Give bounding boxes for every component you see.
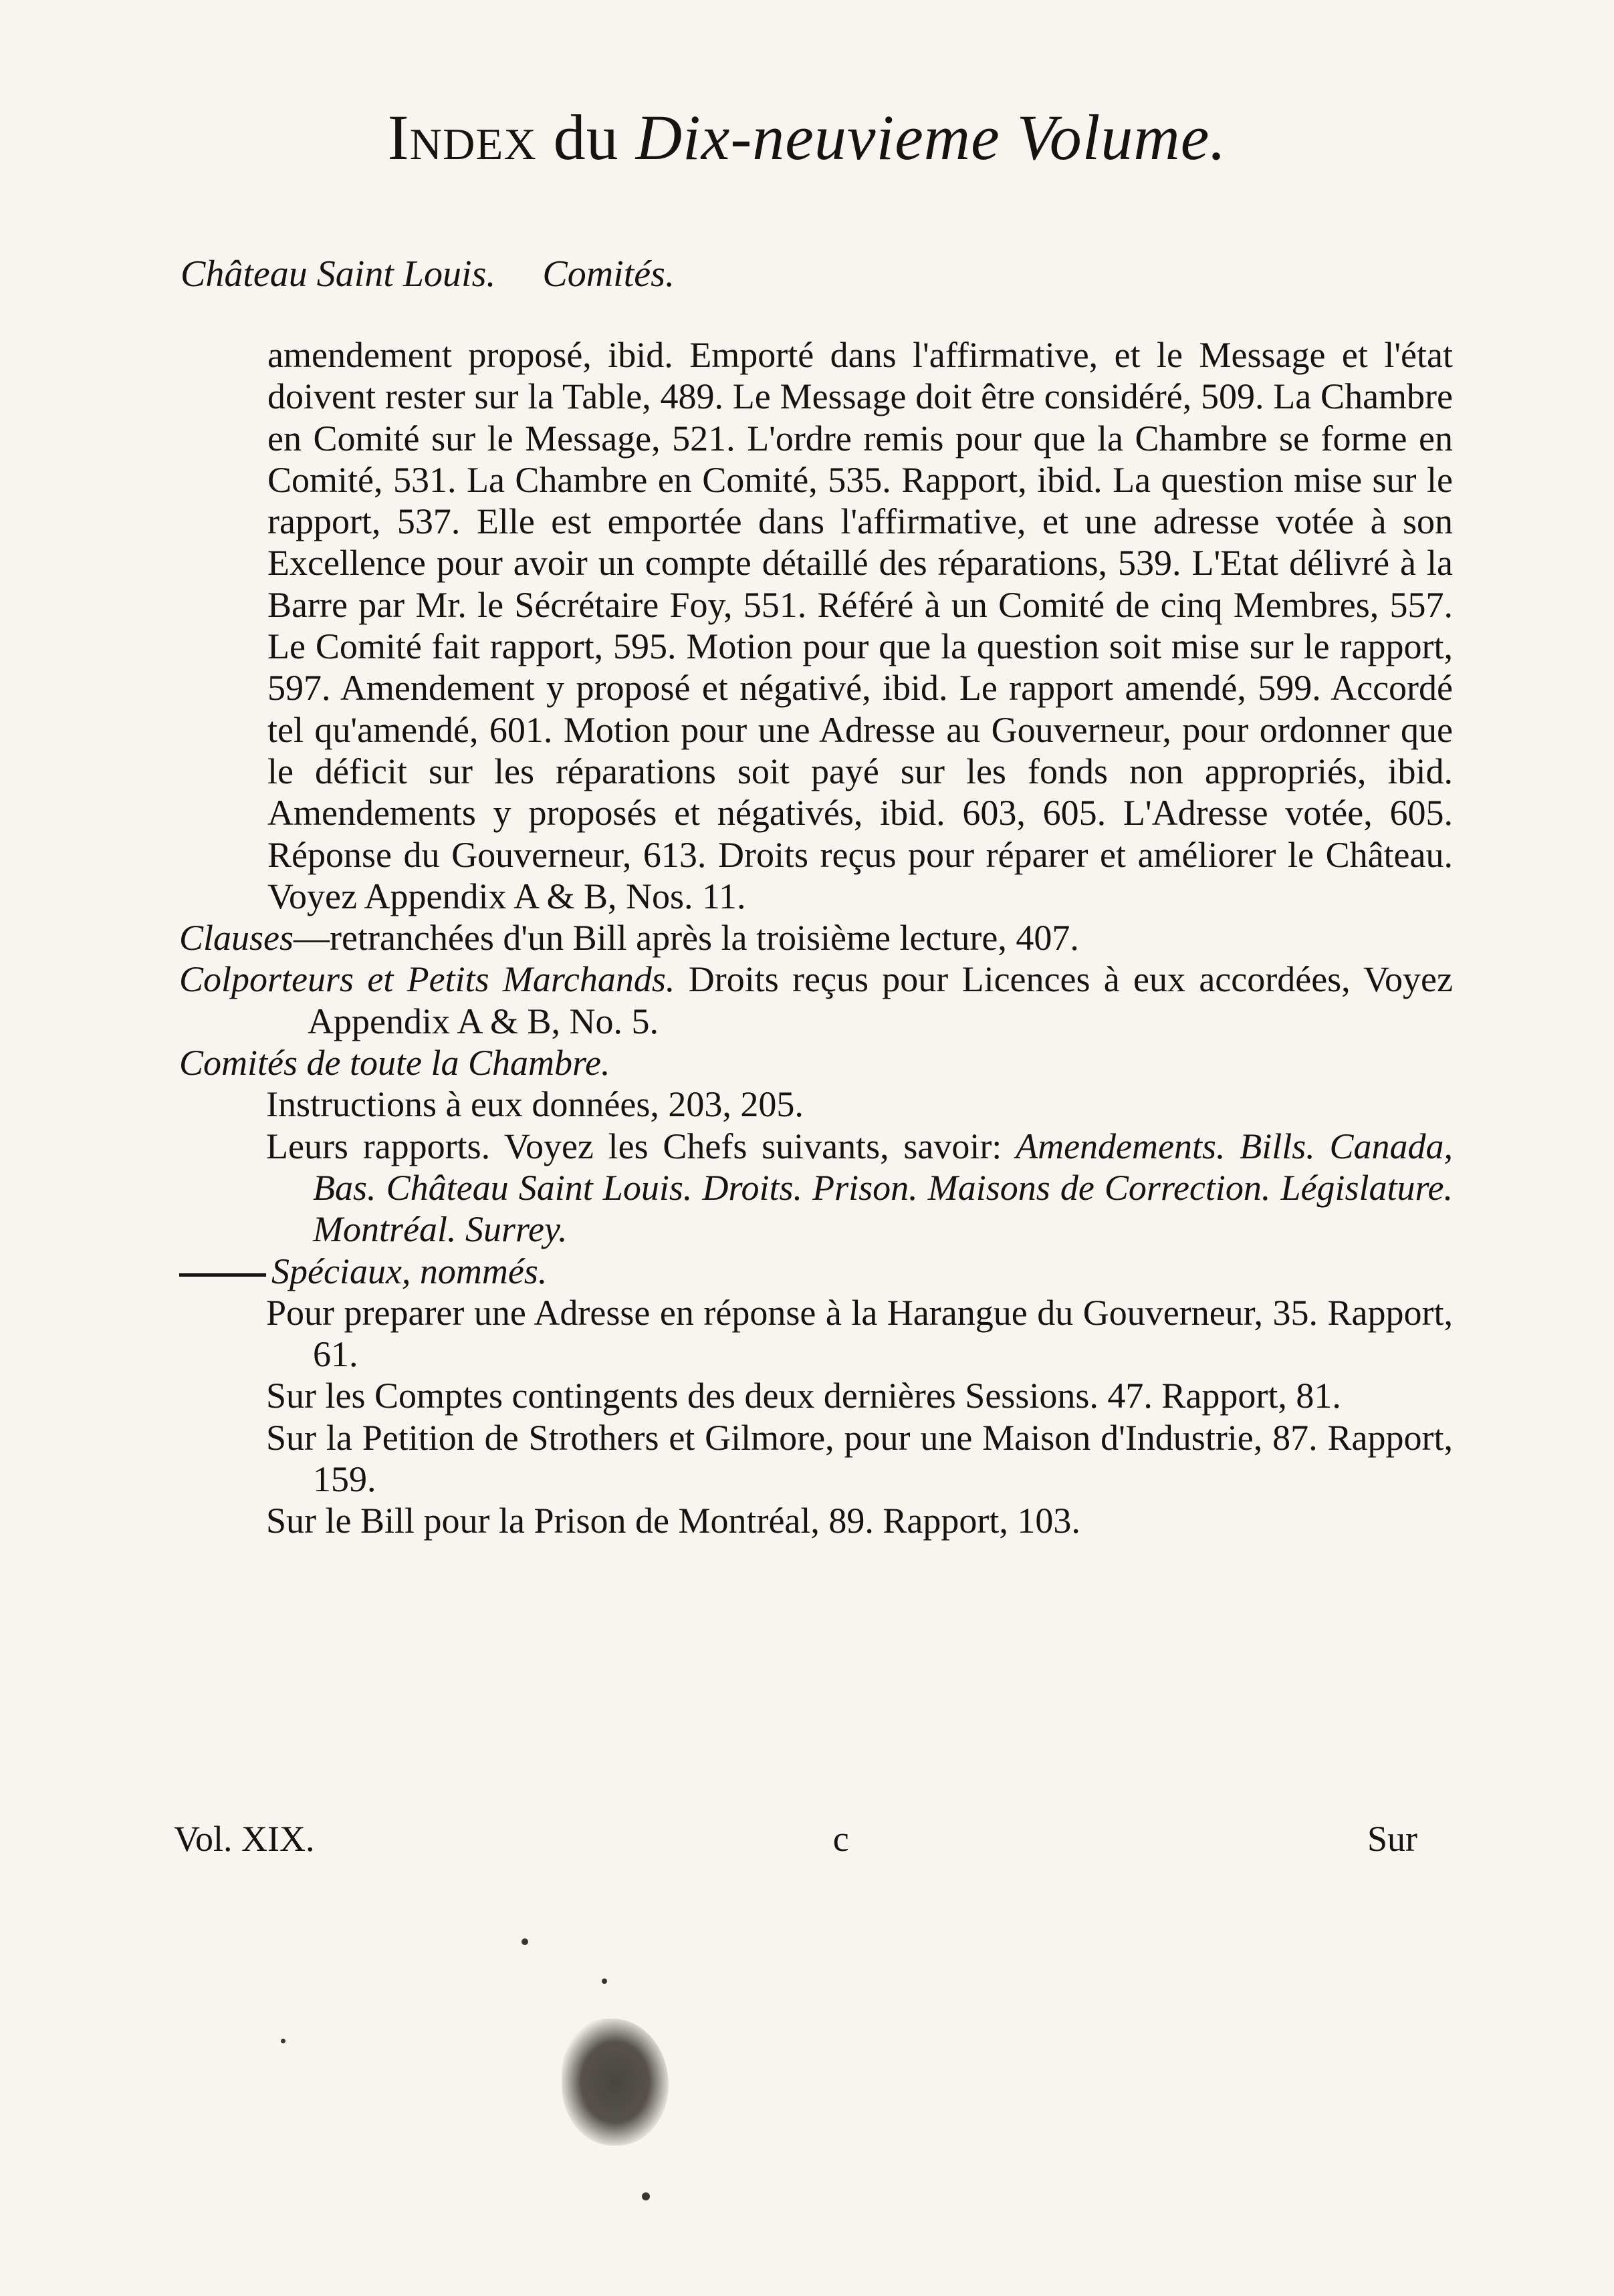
title-prefix: Index <box>387 102 537 173</box>
ink-speck <box>642 2192 650 2200</box>
signature-mark: c <box>832 1819 849 1859</box>
entry-head: Comités de toute la Chambre. <box>179 1043 610 1083</box>
em-dash-rule <box>179 1273 266 1277</box>
entry-clauses <box>179 917 1453 959</box>
entry-adresse: Pour preparer une Adresse en réponse à la Harangue du Gouverneur, 35. Rapport, 61. <box>266 1292 1453 1375</box>
entry-italic-tail: Amendements. Bills. Canada, Bas. Château Saint Louis. Droits. Prison. Maisons de Correction. Législature. Montréal. Surrey. <box>313 1126 1453 1250</box>
index-entries <box>179 334 1453 1542</box>
running-head-right: Comités. <box>542 253 675 295</box>
entry-head: Colporteurs et Petits Marchands. <box>179 959 675 1000</box>
entry-comites-head <box>179 1042 1453 1083</box>
entry-instructions: Instructions à eux données, 203, 205. <box>266 1084 804 1125</box>
title-mid: du <box>536 102 636 173</box>
volume-number: Vol. XIX. <box>174 1819 315 1859</box>
entry-speciaux-head <box>179 1251 1453 1292</box>
entry-text: Droits reçus pour Licences à eux accordées, Voyez Appendix A & B, No. 5. <box>308 959 1453 1041</box>
entry-comptes: Sur les Comptes contingents des deux dernières Sessions. 47. Rapport, 81. <box>266 1376 1341 1416</box>
ink-smudge <box>562 2019 669 2146</box>
entry-head: Clauses <box>179 918 294 959</box>
entry-colporteurs <box>179 959 1453 1042</box>
entry-prison: Sur le Bill pour la Prison de Montréal, 89. Rapport, 103. <box>266 1501 1080 1541</box>
title-italic: Dix-neuvieme Volume. <box>635 102 1227 173</box>
running-head-left: Château Saint Louis. <box>181 253 496 295</box>
page-footer <box>174 1818 1417 1860</box>
entry-chateau-continued: amendement proposé, ibid. Emporté dans l'affirmative, et le Message et l'état doivent rester sur la Table, 489. Le Message doit être considéré, 509. La Chambre en Comité sur le Message, 521. L'ordre remis pour que la Chambre se forme en Comité, 531. La Chambre en Comité, 535. Rapport, ibid. La question mise sur le rapport, 537. Elle est emportée dans l'affirmative, et une adresse votée à son Excellence pour avoir un compte détaillé des réparations, 539. L'Etat délivré à la Barre par Mr. le Sécrétaire Foy, 551. Référé à un Comité de cinq Membres, 557. Le Comité fait rapport, 595. Motion pour que la question soit mise sur le rapport, 597. Amendement y proposé et négativé, ibid. Le rapport amendé, 599. Accordé tel qu'amendé, 601. Motion pour une Adresse au Gouverneur, pour ordonner que le déficit sur les réparations soit payé sur les fonds non appropriés, ibid. Amendements y proposés et négativés, ibid. 603, 605. L'Adresse votée, 605. Réponse du Gouverneur, 613. Droits reçus pour réparer et améliorer le Château. Voyez Appendix A & B, Nos. 11. <box>267 335 1453 916</box>
catchword: Sur <box>1367 1819 1417 1859</box>
ink-speck <box>602 1979 607 1984</box>
ink-speck <box>281 2039 285 2043</box>
entry-rapports <box>179 1126 1453 1251</box>
entry-text: Leurs rapports. Voyez les Chefs suivants, savoir: <box>266 1126 1002 1166</box>
subhead-text: Spéciaux, nommés. <box>271 1251 548 1291</box>
entry-petition: Sur la Petition de Strothers et Gilmore, pour une Maison d'Industrie, 87. Rapport, 159. <box>266 1417 1453 1500</box>
running-head <box>181 253 675 295</box>
ink-speck <box>522 1938 528 1945</box>
page-title <box>0 100 1614 174</box>
entry-text: —retranchées d'un Bill après la troisième lecture, 407. <box>294 918 1079 959</box>
